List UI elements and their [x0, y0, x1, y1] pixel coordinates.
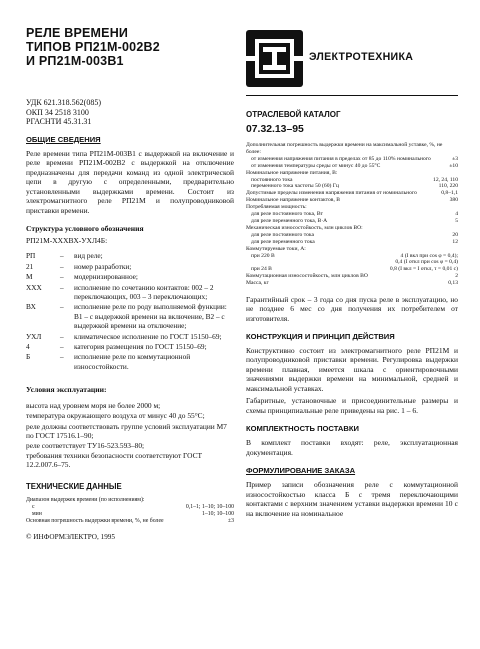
spec-label: Коммутационная износостойкость, млн циклов ВО	[246, 273, 368, 280]
range-row: с 0,1–1; 1–10; 10–100	[32, 503, 234, 510]
spec-value: 12, 24, 110	[433, 176, 458, 183]
definition-row: Б – исполнение реле по коммутационной износостойкости.	[26, 352, 234, 371]
structure-definitions	[26, 251, 234, 371]
spec-row	[246, 239, 458, 246]
definition-key: 21	[26, 261, 34, 271]
title-line: РЕЛЕ ВРЕМЕНИ	[26, 26, 129, 40]
spec-value: 4 (I вкл при cos φ = 0,4);	[400, 252, 458, 259]
definition-key: 4	[26, 341, 30, 351]
catalog-number: 07.32.13–95	[246, 124, 304, 135]
logo-emblem-icon	[246, 30, 303, 87]
general-heading: ОБЩИЕ СВЕДЕНИЯ	[26, 134, 101, 144]
spec-value: ±3	[452, 155, 458, 162]
spec-row	[246, 163, 458, 170]
definition-row: 21 – номер разработки;	[26, 262, 234, 271]
definition-value: исполнение реле по коммутационной износостойкости.	[74, 352, 191, 371]
spec-label: Коммутируемые токи, А:	[246, 245, 306, 252]
delivery-paragraph: В комплект поставки входят: реле, эксплуатационная документация.	[246, 438, 458, 457]
definition-key: Б	[26, 352, 31, 362]
conditions-heading: Условия эксплуатации:	[26, 385, 107, 395]
condition-item: температура окружающего воздуха от минус 40 до 55°С;	[26, 411, 205, 421]
spec-row	[246, 218, 458, 225]
spec-value: 2	[455, 273, 458, 280]
specs-table	[246, 142, 458, 287]
spec-label: для реле переменного тока	[251, 238, 315, 245]
spec-label: Механическая износостойкость, млн циклов ВО:	[246, 224, 363, 231]
rgasnti-code: РГАСНТИ 45.31.31	[26, 117, 92, 127]
spec-row	[246, 190, 458, 197]
structure-heading: Структура условного обозначения	[26, 224, 144, 234]
delivery-heading: КОМПЛЕКТНОСТЬ ПОСТАВКИ	[246, 424, 359, 434]
spec-value: 0,8 (I вкл = I откл, τ = 0,01 с)	[389, 266, 458, 273]
spec-value: 5	[455, 217, 458, 224]
condition-item: требования техники безопасности соответствуют ГОСТ 12.2.007.6–75.	[26, 451, 203, 470]
publisher-logo	[246, 30, 458, 105]
spec-label: от изменения температуры среды от минус 40 до 55°С	[251, 162, 381, 169]
spec-value: 20	[452, 231, 458, 238]
catalog-title: ОТРАСЛЕВОЙ КАТАЛОГ	[246, 110, 341, 119]
structure-code: РП21М-ХХХВХ-УХЛ4Б:	[26, 236, 108, 246]
definition-value: исполнение по сочетанию контактов: 002 – 2 переключающих, 003 – 3 переключающих;	[74, 282, 214, 301]
spec-label: Масса, кг	[246, 280, 269, 287]
spec-label: для реле постоянного тока, Вт	[251, 211, 323, 218]
spec-value: 4	[455, 211, 458, 218]
spec-row	[246, 204, 458, 211]
spec-value: 0,8–1,1	[441, 190, 458, 197]
spec-value: 0,4 (I откл при cos φ = 0,4)	[395, 259, 458, 266]
definition-value: исполнение реле по роду выполняемой функции: В1 – с выдержкой времени на включение, В2 – с выдержкой времени на отключение;	[74, 302, 227, 331]
spec-label: Допустимые пределы изменения напряжения питания от номинального	[246, 190, 417, 197]
definition-key: М	[26, 272, 33, 282]
spec-row	[246, 170, 458, 177]
spec-label: Дополнительная погрешность выдержки времени на максимальной уставке, %, не более:	[246, 142, 443, 155]
definition-row: 4 – категория размещения по ГОСТ 15150–69;	[26, 342, 234, 351]
spec-row	[246, 142, 458, 156]
tech-heading: ТЕХНИЧЕСКИЕ ДАННЫЕ	[26, 481, 122, 491]
general-paragraph: Реле времени типа РП21М-003В1 с выдержкой на включение и реле времени РП21М-002В2 с выдержкой на отключение предназначены для передачи команд из одной электрической цепи в другую с определенными, предварительно установленными выдержками времени. Состоит из электромагнитного реле РП21М и полупроводниковой приставки времени.	[26, 148, 234, 215]
definition-row: ВХ – исполнение реле по роду выполняемой функции: В1 – с выдержкой времени на включение, В2 – с выдержкой времени на отключение;	[26, 302, 234, 330]
definition-key: РП	[26, 251, 36, 261]
condition-item: реле соответствует ТУ16-523.593–80;	[26, 440, 145, 450]
spec-value: ±10	[449, 162, 458, 169]
spec-row	[246, 211, 458, 218]
tech-data	[26, 497, 234, 525]
construction-heading: КОНСТРУКЦИЯ И ПРИНЦИП ДЕЙСТВИЯ	[246, 331, 395, 341]
right-column	[246, 110, 458, 518]
spec-label: от изменения напряжения питания в пределах от 85 до 110% номинального	[251, 155, 431, 162]
logo-divider	[246, 95, 458, 96]
definition-row: М – модернизированное;	[26, 272, 234, 281]
definition-row: УХЛ – климатическое исполнение по ГОСТ 15150–69;	[26, 332, 234, 341]
title-line: И РП21М-003В1	[26, 54, 124, 68]
definition-value: вид реле;	[74, 251, 103, 261]
spec-label: переменного тока частоты 50 (60) Гц	[251, 183, 340, 190]
construction-paragraph: Габаритные, установочные и присоединительные размеры и схемы принципиальные реле приведены на рис. 1 – 6.	[246, 396, 458, 415]
order-heading: ФОРМУЛИРОВАНИЕ ЗАКАЗА	[246, 466, 356, 476]
spec-row	[246, 280, 458, 287]
range-label: Диапазон выдержек времени (по исполнениям):	[26, 496, 145, 503]
okp-code: ОКП 34 2518 3100	[26, 107, 89, 117]
spec-row	[246, 183, 458, 190]
logo-emblem	[246, 30, 303, 87]
left-column	[26, 26, 234, 541]
spec-row	[246, 273, 458, 280]
logo-text: ЭЛЕКТРОТЕХНИКА	[309, 51, 414, 63]
spec-value: 0,13	[448, 280, 458, 287]
spec-value: 110, 220	[438, 183, 458, 190]
spec-label: для реле постоянного тока	[251, 231, 315, 238]
spec-label: Номинальное напряжение питания, В:	[246, 169, 338, 176]
condition-item: высота над уровнем моря не более 2000 м;	[26, 401, 161, 411]
definition-value: климатическое исполнение по ГОСТ 15150–69;	[74, 331, 222, 341]
spec-label: постоянного тока	[251, 176, 293, 183]
definition-value: номер разработки;	[74, 261, 132, 271]
spec-row	[246, 225, 458, 232]
conditions-list	[26, 401, 234, 469]
definition-key: ХХХ	[26, 282, 42, 292]
spec-label	[246, 259, 395, 266]
spec-label: Номинальное напряжение контактов, В	[246, 197, 340, 204]
spec-label: при 220 В	[251, 252, 275, 259]
guarantee-paragraph: Гарантийный срок – 3 года со дня пуска реле в эксплуатацию, но не позднее 6 мес со дня получения их потребителем от изготовителя.	[246, 295, 458, 323]
spec-label: для реле переменного тока, В·А	[251, 217, 328, 224]
classification-codes	[26, 98, 234, 127]
spec-row	[246, 246, 458, 253]
definition-row: ХХХ – исполнение по сочетанию контактов: 002 – 2 переключающих, 003 – 3 переключающих;	[26, 283, 234, 302]
spec-value: 380	[449, 197, 458, 204]
error-row: Основная погрешность выдержки времени, %, не более ±3	[26, 517, 234, 524]
order-paragraph: Пример записи обозначения реле с коммутационной износостойкостью класса Б с тремя переключающими контактами с верхним значением уставки выдержки времени 10 с на включение на номинальное	[246, 480, 458, 518]
range-row: мин 1–10; 10–100	[32, 510, 234, 517]
definition-row: РП – вид реле;	[26, 251, 234, 260]
spec-value: 12	[452, 238, 458, 245]
definition-value: модернизированное;	[74, 272, 138, 282]
construction-paragraph: Конструктивно состоит из электромагнитного реле РП21М и полупроводниковой приставки времени. Регулировка выдержки времени плавная, имеется шкала с ориентировочными значениями выдержки времени на минимальной, средней и максимальной уставках.	[246, 345, 458, 393]
document-title	[26, 26, 234, 68]
copyright: © ИНФОРМЭЛЕКТРО, 1995	[26, 532, 115, 541]
definition-key: УХЛ	[26, 331, 42, 341]
condition-item: реле должны соответствовать группе условий эксплуатации М7 по ГОСТ 17516.1–90;	[26, 421, 227, 440]
spec-row	[246, 156, 458, 163]
title-line: ТИПОВ РП21М-002В2	[26, 40, 160, 54]
spec-label: при 24 В	[251, 266, 272, 273]
udk-code: УДК 621.318.562(085)	[26, 98, 101, 107]
spec-row	[246, 232, 458, 239]
spec-label: Потребляемая мощность:	[246, 204, 307, 211]
definition-key: ВХ	[26, 302, 36, 312]
definition-value: категория размещения по ГОСТ 15150–69;	[74, 341, 207, 351]
